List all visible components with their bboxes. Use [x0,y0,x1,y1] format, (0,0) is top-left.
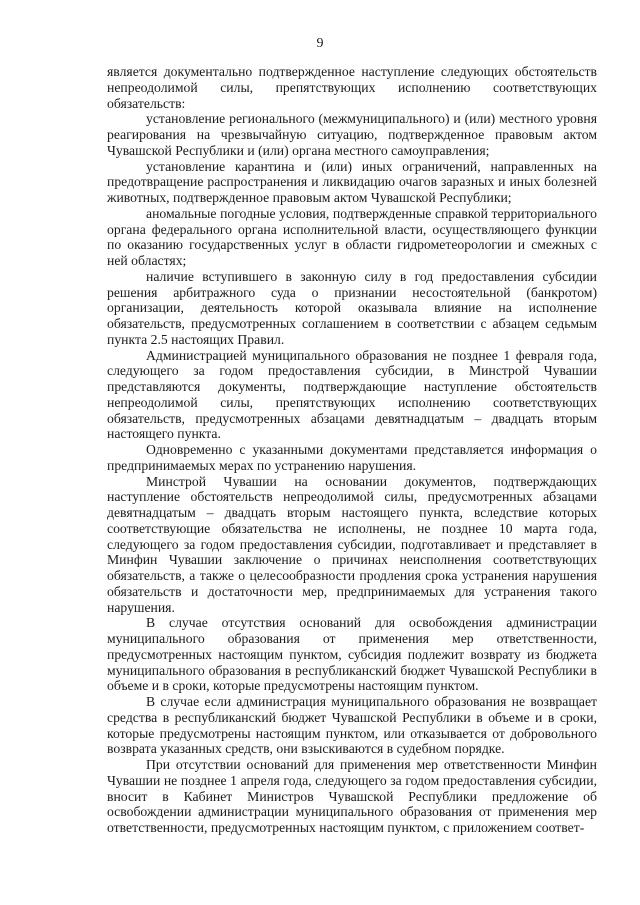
list-item-weather: аномальные погодные условия, подтвержденные справкой территориального органа федерального органа исполнительной власти, осуществляющего функции по оказанию государственных услуг в области гидрометеорологии и смежных с ней областях; [107,205,597,268]
page-number: 9 [316,36,324,51]
paragraph-documents-deadline: Администрацией муниципального образования не позднее 1 февраля года, следующего за годом предоставления субсидии, в Минстрой Чувашии представляются документы, подтверждающие наступление обстоятельств непреодолимой силы, препятствующих исполнению соответствующих обязательств, предусмотренных абзацами девятнадцатым – двадцать вторым настоящего пункта. [107,347,597,442]
paragraph-continuation: является документально подтвержденное наступление следующих обстоятельств непреодолимой силы, препятствующих исполнению соответствующих обязательств: [107,64,597,111]
paragraph-minfin-proposal: При отсутствии оснований для применения мер ответственности Минфин Чувашии не позднее 1 апреля года, следующего за годом предоставления субсидии, вносит в Кабинет Министров Чувашской Республики предложение об освобождении администрации муниципального образования от применения мер ответственности, предусмотренных настоящим пунктом, с приложением соответ- [107,757,597,835]
paragraph-minstroy-conclusion: Минстрой Чувашии на основании документов, подтверждающих наступление обстоятельств непреодолимой силы, предусмотренных абзацами девятнадцатым – двадцать вторым настоящего пункта, вследствие которых соответствующие обязательства не исполнены, не позднее 10 марта года, следующего за годом предоставления субсидии, подготавливает и представляет в Минфин Чувашии заключение о причинах неисполнения соответствующих обязательств, а также о целесообразности продления срока устранения нарушения обязательств и достаточности мер, предпринимаемых для устранения такого нарушения. [107,473,597,615]
list-item-emergency: установление регионального (межмуниципального) и (или) местного уровня реагирования на чрезвычайную ситуацию, подтвержденное правовым актом Чувашской Республики и (или) органа местного самоуправления; [107,111,597,158]
paragraph-subsidy-return: В случае отсутствия оснований для освобождения администрации муниципального образования от применения мер ответственности, предусмотренных настоящим пунктом, субсидия подлежит возврату из бюджета муниципального образования в республиканский бюджет Чувашской Республики в объеме и в сроки, которые предусмотрены настоящим пунктом. [107,615,597,694]
body-text [107,64,597,836]
paragraph-court-recovery: В случае если администрация муниципального образования не возвращает средства в республиканский бюджет Чувашской Республики в объеме и в сроки, которые предусмотрены настоящим пунктом, или отказывается от добровольного возврата указанных средств, они взыскиваются в судебном порядке. [107,694,597,757]
paragraph-measures-info: Одновременно с указанными документами представляется информация о предпринимаемых мерах по устранению нарушения. [107,442,597,473]
list-item-bankruptcy: наличие вступившего в законную силу в год предоставления субсидии решения арбитражного суда о признании несостоятельной (банкротом) организации, деятельность которой оказывала влияние на исполнение обязательств, предусмотренных соглашением в соответствии с абзацем седьмым пункта 2.5 настоящих Правил. [107,268,597,347]
list-item-quarantine: установление карантина и (или) иных ограничений, направленных на предотвращение распространения и ликвидацию очагов заразных и иных болезней животных, подтвержденное правовым актом Чувашской Республики; [107,158,597,205]
